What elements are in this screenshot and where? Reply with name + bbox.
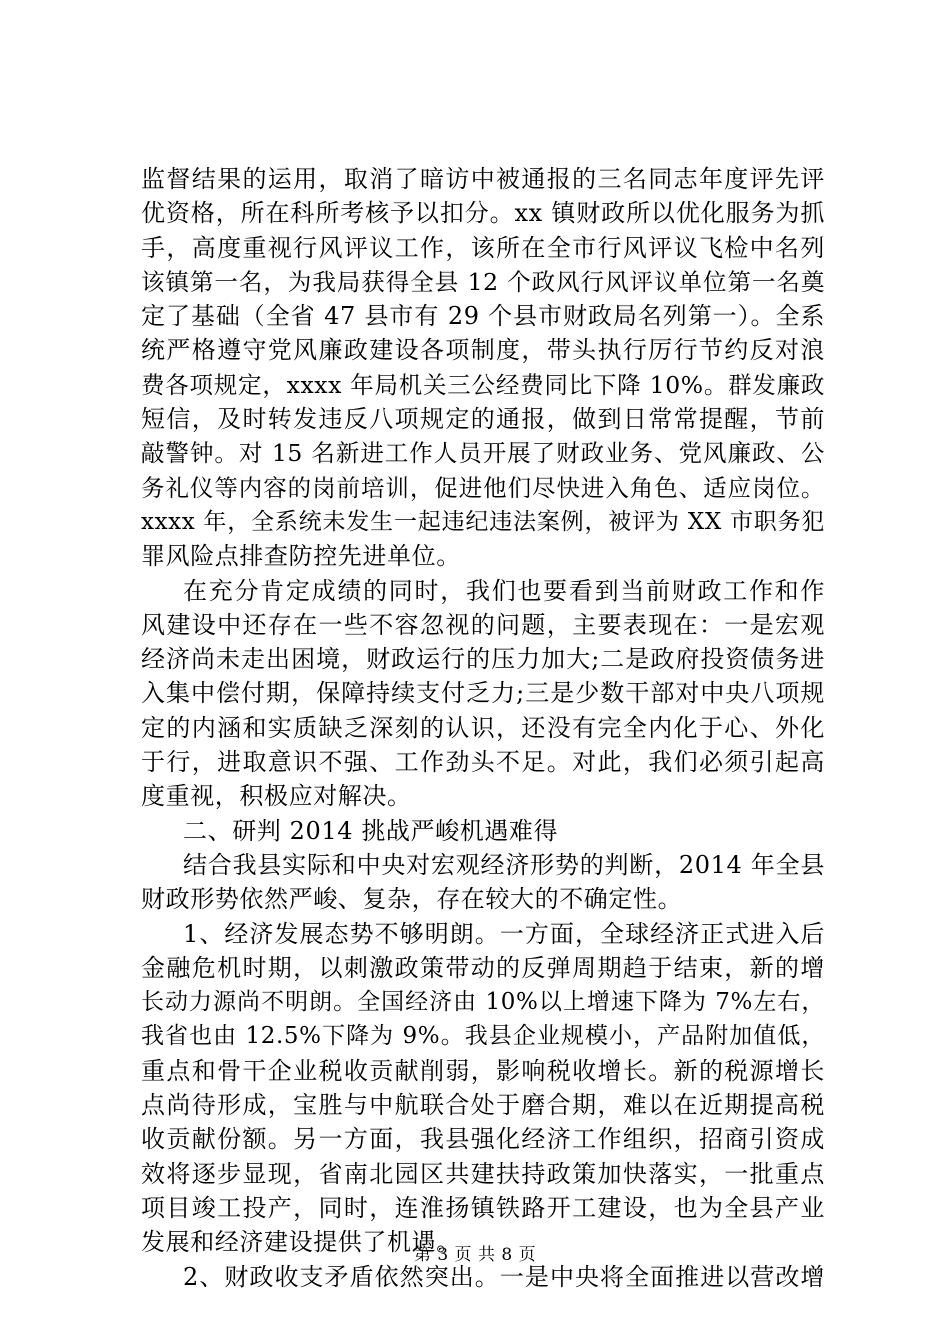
body-text-line: 短信，及时转发违反八项规定的通报，做到日常常提醒，节前: [141, 405, 825, 434]
body-text-line: 效将逐步显现，省南北园区共建扶持政策加快落实，一批重点: [141, 1159, 825, 1188]
body-text-line: 发展和经济建设提供了机遇。: [141, 1228, 461, 1257]
body-text-line: 经济尚未走出困境，财政运行的压力加大;二是政府投资债务进: [141, 645, 825, 674]
body-text-line: 点尚待形成，宝胜与中航联合处于磨合期，难以在近期提高税: [141, 1091, 825, 1120]
body-text-line: 我省也由 12.5%下降为 9%。我县企业规模小，产品附加值低，: [141, 1023, 825, 1050]
body-text-line: 费各项规定，xxxx 年局机关三公经费同比下降 10%。群发廉政: [141, 370, 825, 399]
body-text-line: 财政形势依然严峻、复杂，存在较大的不确定性。: [141, 885, 683, 914]
body-text-line: 敲警钟。对 15 名新进工作人员开展了财政业务、党风廉政、公: [141, 439, 825, 468]
body-text-line: 金融危机时期，以刺激政策带动的反弹周期趋于结束，新的增: [141, 953, 825, 982]
body-text-line: 定了基础（全省 47 县市有 29 个县市财政局名列第一）。全系: [141, 302, 825, 331]
body-text-line: 监督结果的运用，取消了暗访中被通报的三名同志年度评先评: [141, 165, 825, 193]
page-footer: 第 3 页 共 8 页: [413, 1245, 537, 1265]
body-text-line: 统严格遵守党风廉政建设各项制度，带头执行厉行节约反对浪: [141, 336, 825, 365]
body-text-line: 风建设中还存在一些不容忽视的问题，主要表现在：一是宏观: [141, 610, 825, 639]
body-text-line: 入集中偿付期，保障持续支付乏力;三是少数干部对中央八项规: [141, 679, 825, 708]
body-text-line: 该镇第一名，为我局获得全县 12 个政风行风评议单位第一名奠: [141, 267, 825, 296]
body-text-line: 务礼仪等内容的岗前培训，促进他们尽快进入角色、适应岗位。: [141, 473, 825, 502]
body-text-line: 收贡献份额。另一方面，我县强化经济工作组织，招商引资成: [141, 1125, 825, 1154]
body-text-line: 罪风险点排查防控先进单位。: [141, 542, 461, 571]
document-body: [141, 162, 825, 1294]
body-text-line: 在充分肯定成绩的同时，我们也要看到当前财政工作和作: [183, 576, 825, 605]
body-text-line: 二、研判 2014 挑战严峻机遇难得: [183, 816, 559, 845]
body-text-line: 长动力源尚不明朗。全国经济由 10%以上增速下降为 7%左右，: [141, 989, 825, 1016]
body-text-line: 定的内涵和实质缺乏深刻的认识，还没有完全内化于心、外化: [141, 713, 825, 742]
body-text-line: 2、财政收支矛盾依然突出。一是中央将全面推进以营改增: [183, 1262, 825, 1291]
body-text-line: 度重视，积极应对解决。: [141, 782, 412, 811]
body-text-line: 手，高度重视行风评议工作，该所在全市行风评议飞检中名列: [141, 233, 825, 262]
body-text-line: 于行，进取意识不强、工作劲头不足。对此，我们必须引起高: [141, 748, 825, 777]
body-text-line: 优资格，所在科所考核予以扣分。xx 镇财政所以优化服务为抓: [141, 199, 825, 228]
body-text-line: 结合我县实际和中央对宏观经济形势的判断，2014 年全县: [183, 850, 825, 879]
body-text-line: 1、经济发展态势不够明朗。一方面，全球经济正式进入后: [183, 919, 825, 948]
body-text-line: 项目竣工投产，同时，连淮扬镇铁路开工建设，也为全县产业: [141, 1193, 825, 1222]
body-text-line: xxxx 年，全系统未发生一起违纪违法案例，被评为 XX 市职务犯: [141, 508, 825, 535]
body-text-line: 重点和骨干企业税收贡献削弱，影响税收增长。新的税源增长: [141, 1056, 825, 1085]
